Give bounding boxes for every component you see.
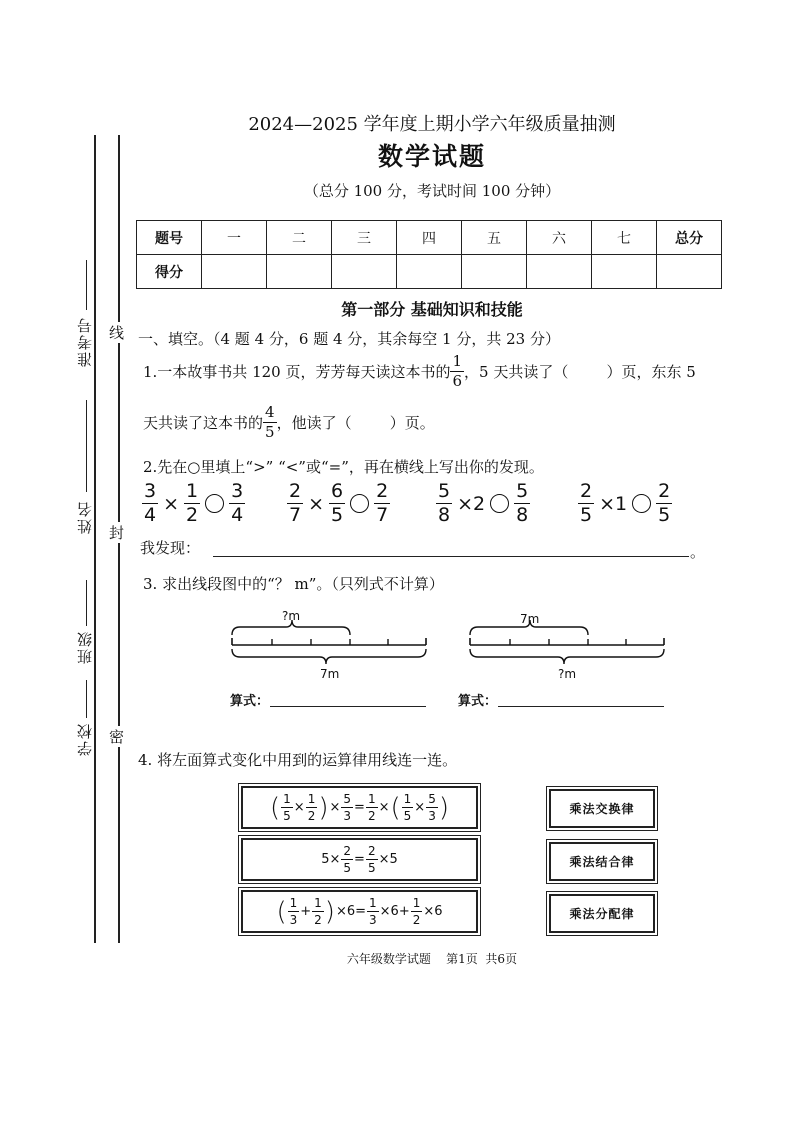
operator: × [163, 492, 180, 515]
fraction-denominator: 7 [376, 504, 389, 526]
score-table-header-row [137, 221, 722, 255]
q4-text: 4. 将左面算式变化中用到的运算律用线连一连。 [138, 751, 458, 769]
blank-name[interactable] [86, 400, 87, 492]
fraction-denominator: 8 [516, 504, 529, 526]
table-cell: 一 [202, 221, 267, 255]
q1-line2 [143, 405, 435, 440]
score-cell[interactable] [657, 255, 722, 289]
table-cell: 得分 [137, 255, 202, 289]
q3-text: 3. 求出线段图中的“？ m”。（只列式不计算） [143, 575, 444, 593]
fraction-denominator: 5 [580, 504, 593, 526]
compare-circle[interactable] [350, 494, 369, 513]
fraction-numerator: 5 [438, 480, 451, 502]
fraction-numerator: 2 [376, 480, 389, 502]
law-box-distributive[interactable]: 乘法分配律 [549, 894, 655, 933]
exam-title: 2024—2025 学年度上期小学六年级质量抽测 [248, 114, 616, 135]
expression-3: ( $\frac{1}{3}$ + $\frac{1}{2}$ ) ×6= $\frac{1}{3}$ ×6+ $\frac{1}{2}$ ×6 [276, 896, 443, 927]
label-class: 班级 [76, 630, 94, 664]
label-kaohao: 准考号 [76, 316, 94, 367]
fraction [656, 482, 672, 525]
table-cell: 七 [592, 221, 657, 255]
right-top-label: 7m [520, 612, 540, 626]
q2-expr-4 [578, 482, 672, 525]
q1-line1 [143, 354, 696, 389]
operator: ×1 [599, 492, 628, 515]
score-cell[interactable] [462, 255, 527, 289]
table-cell: 六 [527, 221, 592, 255]
fraction-denominator: 6 [452, 372, 463, 390]
q1-text-b: ，5 天共读了（ ）页，东东 5 [464, 363, 696, 381]
score-cell[interactable] [527, 255, 592, 289]
score-cell[interactable] [397, 255, 462, 289]
q2-text: 2.先在○里填上“>” “<”或“=”，再在横线上写出你的发现。 [143, 458, 544, 476]
score-table [136, 220, 722, 289]
q1-text-c: 天共读了这本书的 [143, 414, 264, 432]
fraction-numerator: 4 [265, 403, 275, 421]
fraction-denominator: 5 [658, 504, 671, 526]
fraction-numerator: 1 [186, 480, 199, 502]
blank-school[interactable] [86, 680, 87, 718]
table-cell: 题号 [137, 221, 202, 255]
q1-text-a: 1.一本故事书共 120 页，芳芳每天读这本书的 [143, 363, 451, 381]
q2-expr-2 [287, 482, 390, 525]
expression-1: ( $\frac{1}{5}$ × $\frac{1}{2}$ ) × $\frac{5}{3}$ = $\frac{1}{2}$ × ( $\frac{1}{5}$ × $\frac{5}{3}$ ) [270, 792, 449, 823]
q1-text-d: ，他读了（ ）页。 [276, 414, 435, 432]
fraction-numerator: 6 [331, 480, 344, 502]
mark-feng: 封 [109, 524, 125, 542]
q2-end-mark: 。 [690, 543, 706, 561]
table-cell: 总分 [657, 221, 722, 255]
q2-discover-label: 我发现： [140, 539, 201, 557]
operator: × [308, 492, 325, 515]
expression-box-2[interactable] [241, 838, 478, 881]
fraction [184, 482, 200, 525]
fraction-numerator: 2 [289, 480, 302, 502]
fraction [374, 482, 390, 525]
fraction [263, 405, 277, 440]
fraction [514, 482, 530, 525]
label-name: 姓名 [76, 500, 94, 534]
law-box-commutative[interactable]: 乘法交换律 [549, 789, 655, 828]
right-bottom-label: ?m [558, 667, 577, 681]
section1-heading: 一、填空。（4 题 4 分，6 题 4 分，其余每空 1 分，共 23 分） [138, 330, 560, 348]
q2-expr-1 [142, 482, 245, 525]
fraction [229, 482, 245, 525]
fraction [287, 482, 303, 525]
law-box-associative[interactable]: 乘法结合律 [549, 842, 655, 881]
expression-box-1[interactable] [241, 786, 478, 829]
subject-title: 数学试题 [377, 142, 486, 171]
expression-2: 5× $\frac{2}{5}$ = $\frac{2}{5}$ ×5 [321, 844, 398, 875]
score-cell[interactable] [202, 255, 267, 289]
formula-label-left: 算式： [230, 694, 270, 709]
score-cell[interactable] [592, 255, 657, 289]
fraction-denominator: 4 [144, 504, 157, 526]
blank-class[interactable] [86, 580, 87, 626]
compare-circle[interactable] [205, 494, 224, 513]
fraction [329, 482, 345, 525]
page-footer: 六年级数学试题 第1页 共6页 [346, 952, 518, 966]
mark-mi: 密 [109, 728, 125, 746]
fraction [450, 354, 464, 389]
fraction-denominator: 4 [231, 504, 244, 526]
score-cell[interactable] [332, 255, 397, 289]
mark-line: 线 [109, 324, 125, 342]
table-cell: 三 [332, 221, 397, 255]
fraction-numerator: 1 [452, 352, 463, 370]
fraction [436, 482, 452, 525]
fraction-numerator: 2 [580, 480, 593, 502]
q2-expr-3 [436, 482, 530, 525]
fraction-numerator: 2 [658, 480, 671, 502]
binding-line-outer [94, 135, 96, 943]
score-table-score-row [137, 255, 722, 289]
formula-line-right[interactable] [498, 706, 664, 707]
table-cell: 四 [397, 221, 462, 255]
compare-circle[interactable] [632, 494, 651, 513]
score-cell[interactable] [267, 255, 332, 289]
left-bottom-label: 7m [320, 667, 340, 681]
fraction-numerator: 3 [231, 480, 244, 502]
fraction [142, 482, 158, 525]
part1-title: 第一部分 基础知识和技能 [341, 300, 523, 319]
q2-discover-line[interactable] [213, 556, 689, 557]
fraction-denominator: 7 [289, 504, 302, 526]
fraction-denominator: 5 [265, 423, 275, 441]
left-top-label: ?m [282, 609, 301, 623]
fraction-denominator: 2 [186, 504, 199, 526]
formula-line-left[interactable] [270, 706, 426, 707]
table-cell: 五 [462, 221, 527, 255]
fraction [578, 482, 594, 525]
compare-circle[interactable] [490, 494, 509, 513]
fraction-numerator: 5 [516, 480, 529, 502]
formula-label-right: 算式： [458, 694, 498, 709]
subtitle: （总分 100 分，考试时间 100 分钟） [303, 182, 561, 200]
fraction-numerator: 3 [144, 480, 157, 502]
label-school: 学校 [76, 722, 94, 756]
operator: ×2 [457, 492, 486, 515]
fraction-denominator: 5 [331, 504, 344, 526]
fraction-denominator: 8 [438, 504, 451, 526]
expression-box-3[interactable] [241, 890, 478, 933]
table-cell: 二 [267, 221, 332, 255]
